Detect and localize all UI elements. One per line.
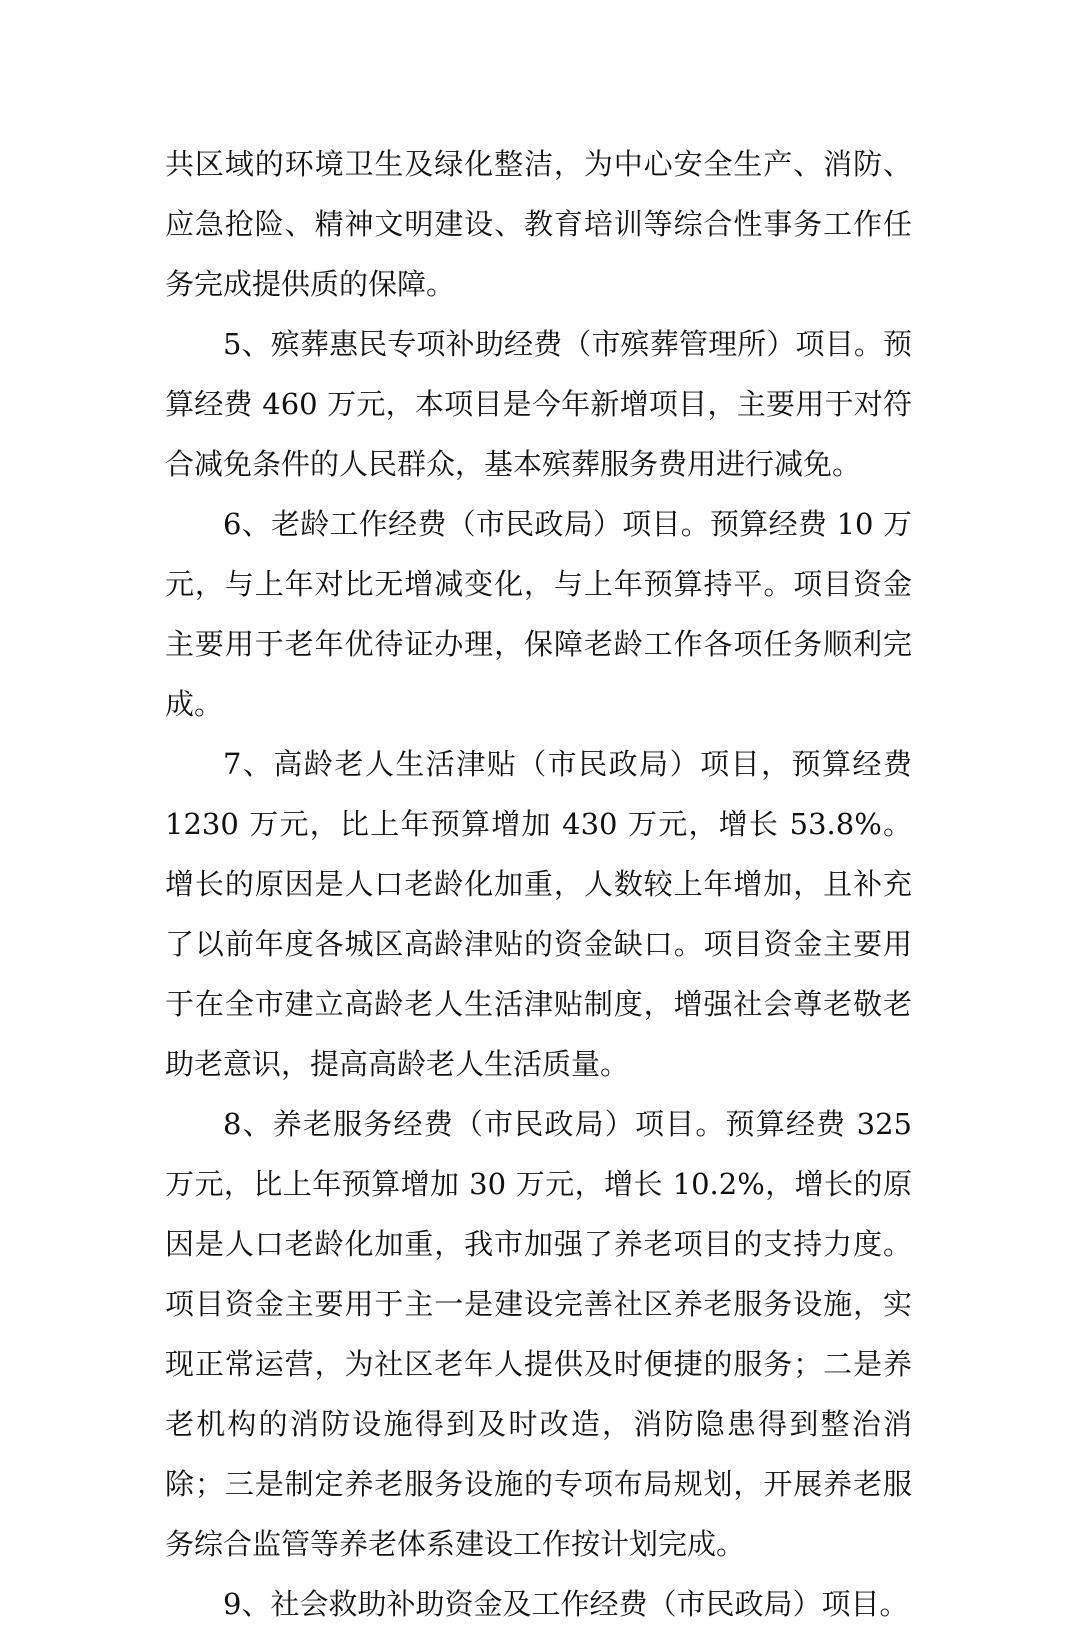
paragraph-continuation: 共区域的环境卫生及绿化整洁，为中心安全生产、消防、应急抢险、精神文明建设、教育培训等综合性事务工作任务完成提供质的保障。 <box>165 147 912 301</box>
paragraph-item-6: 6、老龄工作经费（市民政局）项目。预算经费 10 万元，与上年对比无增减变化，与上年预算持平。项目资金主要用于老年优待证办理，保障老龄工作各项任务顺利完成。 <box>165 507 912 721</box>
paragraph-item-9: 9、社会救助补助资金及工作经费（市民政局）项目。 <box>223 1587 909 1621</box>
paragraph-item-5: 5、殡葬惠民专项补助经费（市殡葬管理所）项目。预算经费 460 万元，本项目是今年新增项目，主要用于对符合减免条件的人民群众，基本殡葬服务费用进行减免。 <box>165 327 912 481</box>
paragraph-item-7: 7、高龄老人生活津贴（市民政局）项目，预算经费 1230 万元，比上年预算增加 430 万元，增长 53.8%。增长的原因是人口老龄化加重，人数较上年增加，且补充了以前年度各城区高龄津贴的资金缺口。项目资金主要用于在全市建立高龄老人生活津贴制度，增强社会尊老敬老助老意识，提高高龄老人生活质量。 <box>165 747 912 1081</box>
paragraph-item-8: 8、养老服务经费（市民政局）项目。预算经费 325 万元，比上年预算增加 30 万元，增长 10.2%，增长的原因是人口老龄化加重，我市加强了养老项目的支持力度。项目资金主要用于主一是建设完善社区养老服务设施，实现正常运营，为社区老年人提供及时便捷的服务；二是养老机构的消防设施得到及时改造，消防隐患得到整治消除；三是制定养老服务设施的专项布局规划，开展养老服务综合监管等养老体系建设工作按计划完成。 <box>165 1107 912 1561</box>
body-text <box>165 134 912 1634</box>
